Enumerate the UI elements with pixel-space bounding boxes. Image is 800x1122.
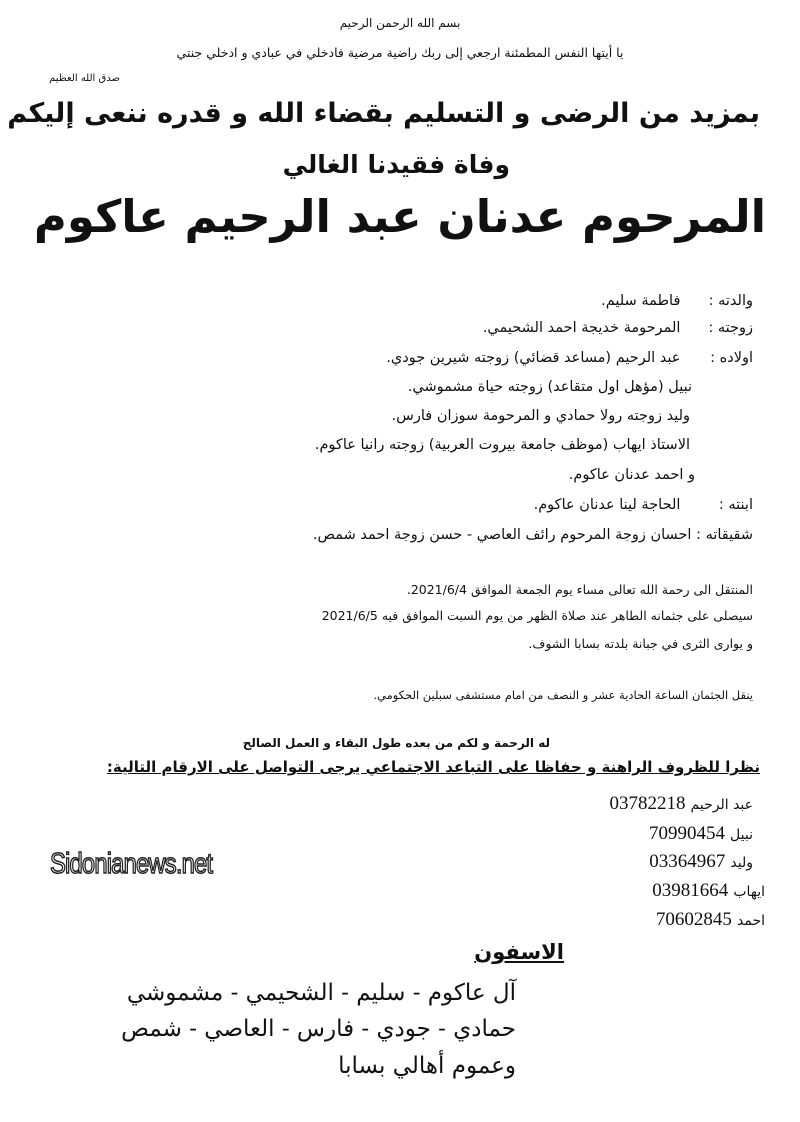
contact-row [649,823,753,845]
wife-value: المرحومة خديجة احمد الشحيمي. [482,320,681,336]
announcement-line-1: بمزيد من الرضى و التسليم بقضاء الله و قدره ننعى إليكم [7,98,760,129]
mourners-line: آل عاكوم - سليم - الشحيمي - مشموشي [126,980,516,1006]
sisters-value: احسان زوجة المرحوم رائف العاصي - حسن زوجة احمد شمص. [312,527,692,543]
sons-key: اولاده : [710,350,753,366]
wife-key: زوجته : [708,320,753,336]
mercy-line: له الرحمة و لكم من بعده طول البقاء و العمل الصالح [242,736,550,750]
son-item: و احمد عدنان عاكوم. [568,467,695,483]
son-item: الاستاذ ايهاب (موظف جامعة بيروت العربية) زوجته رانيا عاكوم. [314,437,690,453]
burial-info: و يوارى الثرى في جبانة بلدته بسابا الشوف. [528,636,753,651]
contact-name: احمد [737,913,765,929]
mother-value: فاطمة سليم. [601,293,681,309]
contact-notice: نظرا للظروف الراهنة و حفاظا على التباعد الاجتماعي يرجى التواصل على الارقام التالية: [106,758,760,776]
sisters-key: شقيقاته : [696,527,753,543]
announcement-line-2: وفاة فقيدنا الغالي [282,150,510,179]
son-item: عبد الرحيم (مساعد قضائي) زوجته شيرين جودي. [386,350,681,366]
transport-info: ينقل الجثمان الساعة الحادية عشر و النصف من امام مستشفى سبلين الحكومي. [373,688,753,702]
wife-row [483,320,753,336]
death-date: المنتقل الى رحمة الله تعالى مساء يوم الجمعة الموافق 2021/6/4. [406,582,753,597]
contact-name: وليد [730,855,753,871]
son-item: وليد زوجته رولا حمادي و المرحومة سوزان فارس. [391,408,690,424]
prayer-info: سيصلى على جثمانه الطاهر عند صلاة الظهر من يوم السبت الموافق فيه 2021/6/5 [321,608,753,623]
watermark: Sidonianews.net [50,848,213,880]
basmala: بسم الله الرحمن الرحيم [339,16,461,30]
contact-phone: 03782218 [609,793,686,814]
sisters-row [313,527,753,543]
mourners-line: وعموم أهالي بسابا [338,1053,516,1079]
contact-row [609,793,753,815]
mourners-title: الاسفون [474,940,564,964]
contact-phone: 70602845 [655,909,732,930]
contact-name: ايهاب [733,884,765,900]
contact-row [649,851,753,873]
contact-phone: 03981664 [652,880,729,901]
contact-phone: 03364967 [649,851,726,872]
mourners-line: حمادي - جودي - فارس - العاصي - شمص [121,1016,516,1042]
contact-name: عبد الرحيم [690,797,753,813]
daughter-row [534,497,753,513]
deceased-name: المرحوم عدنان عبد الرحيم عاكوم [33,190,767,243]
quran-verse: يا أيتها النفس المطمئنة ارجعي إلى ربك راضية مرضية فادخلي في عبادي و ادخلي جنتي [176,45,624,60]
son-item: نبيل (مؤهل اول متقاعد) زوجته حياة مشموشي. [407,379,692,395]
contact-row [656,909,765,931]
contact-name: نبيل [730,827,753,843]
mother-key: والدته : [708,293,753,309]
contact-phone: 70990454 [648,823,725,844]
sadaq-allah: صدق الله العظيم [49,73,120,84]
mother-row [601,293,753,309]
contact-row [652,880,765,902]
daughter-value: الحاجة لينا عدنان عاكوم. [533,497,681,513]
daughter-key: ابنته : [718,497,753,513]
sons-row [386,350,753,366]
